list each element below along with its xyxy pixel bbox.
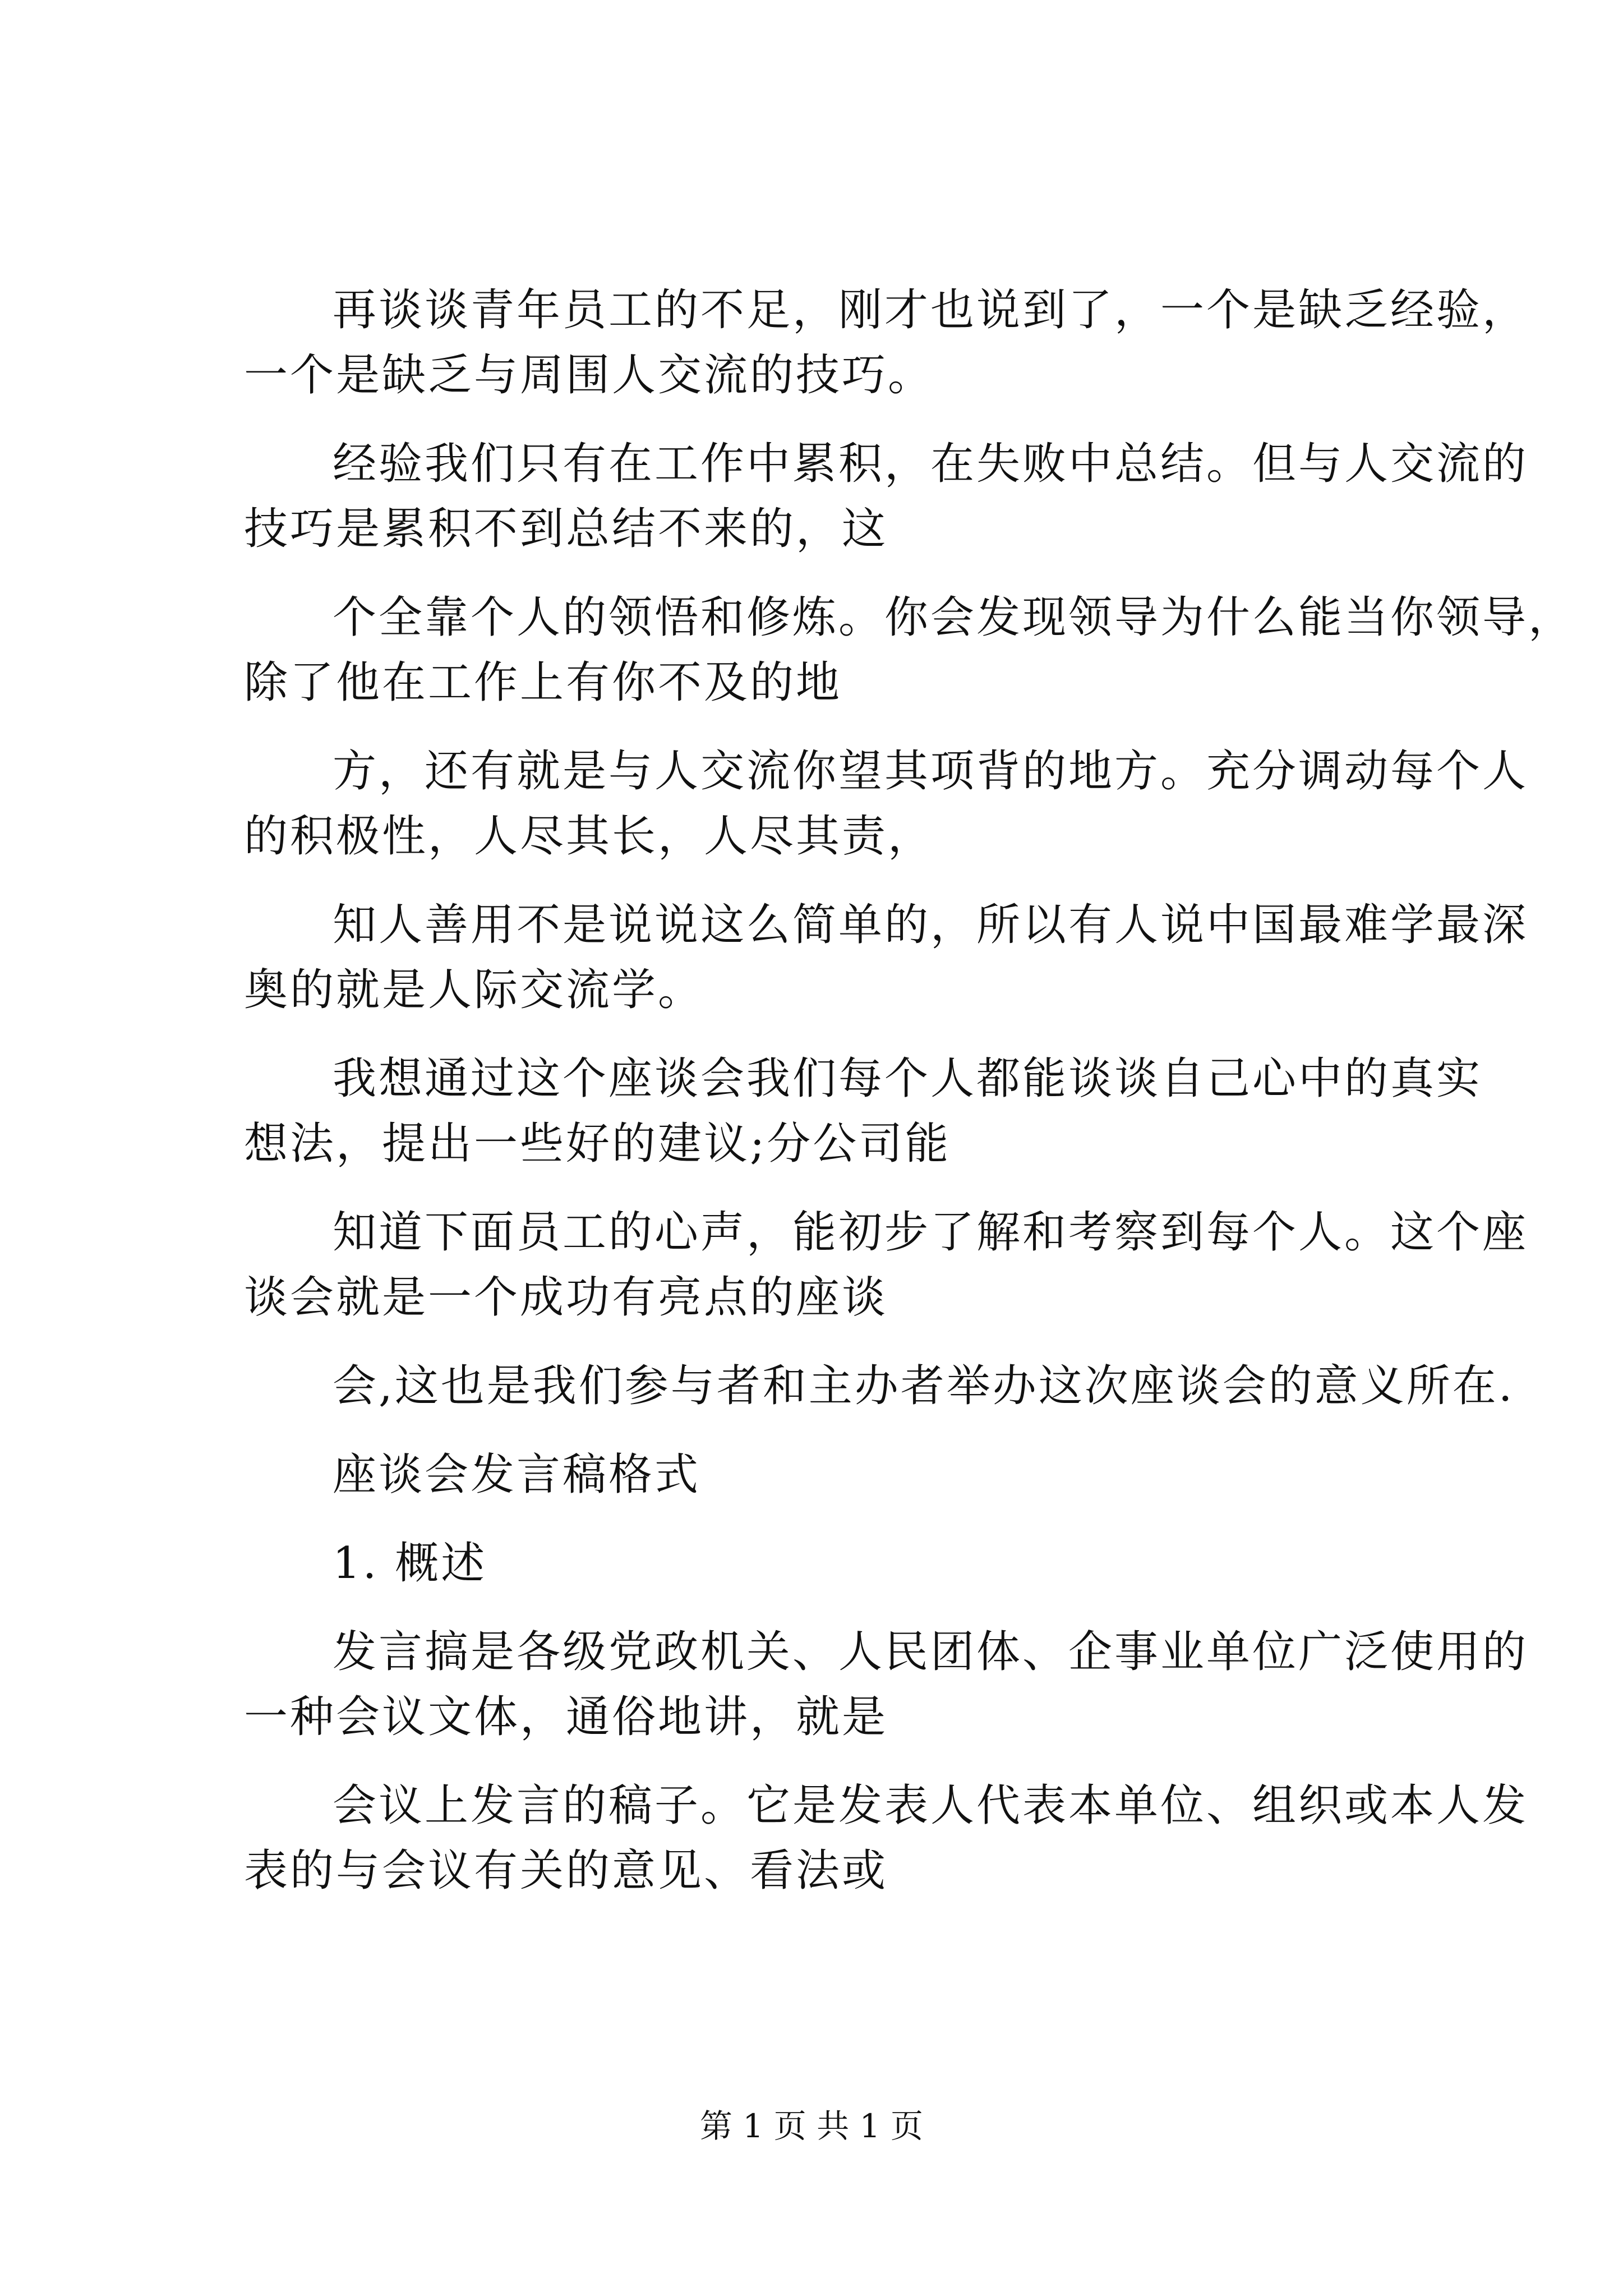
- text-line: 经验我们只有在工作中累积，在失败中总结。但与人交流的: [333, 439, 1529, 489]
- text-line: 奥的就是人际交流学。: [244, 965, 704, 1015]
- text-line: 一种会议文体，通俗地讲，就是: [244, 1692, 888, 1742]
- text-line: 方，还有就是与人交流你望其项背的地方。充分调动每个人: [333, 746, 1529, 797]
- section-heading: 座谈会发言稿格式: [333, 1450, 701, 1500]
- subsection-heading: 1. 概述: [333, 1538, 487, 1589]
- text-line: 知道下面员工的心声，能初步了解和考察到每个人。这个座: [333, 1207, 1529, 1258]
- text-line: 想法，提出一些好的建议;分公司能: [244, 1119, 951, 1169]
- text-line: 一个是缺乏与周围人交流的技巧。: [244, 350, 934, 401]
- text-line: 再谈谈青年员工的不足，刚才也说到了，一个是缺乏经验，: [333, 285, 1529, 335]
- text-line: 知人善用不是说说这么简单的，所以有人说中国最难学最深: [333, 900, 1529, 950]
- text-line: 发言搞是各级党政机关、人民团体、企事业单位广泛使用的: [333, 1627, 1529, 1677]
- text-line: 会,这也是我们参与者和主办者举办这次座谈会的意义所在.: [333, 1361, 1515, 1411]
- text-line: 谈会就是一个成功有亮点的座谈: [244, 1272, 888, 1323]
- text-line: 个全靠个人的领悟和修炼。你会发现领导为什么能当你领导，: [333, 592, 1575, 643]
- text-line: 表的与会议有关的意见、看法或: [244, 1846, 888, 1896]
- text-line: 技巧是累积不到总结不来的，这: [244, 504, 888, 554]
- text-line: 会议上发言的稿子。它是发表人代表本单位、组织或本人发: [333, 1780, 1529, 1831]
- page-footer: 第 1 页 共 1 页: [700, 2107, 923, 2145]
- text-line: 的积极性，人尽其长，人尽其责，: [244, 811, 934, 862]
- text-line: 除了他在工作上有你不及的地: [244, 657, 842, 708]
- text-line: 我想通过这个座谈会我们每个人都能谈谈自己心中的真实: [333, 1053, 1483, 1104]
- document-body: [244, 278, 1575, 1903]
